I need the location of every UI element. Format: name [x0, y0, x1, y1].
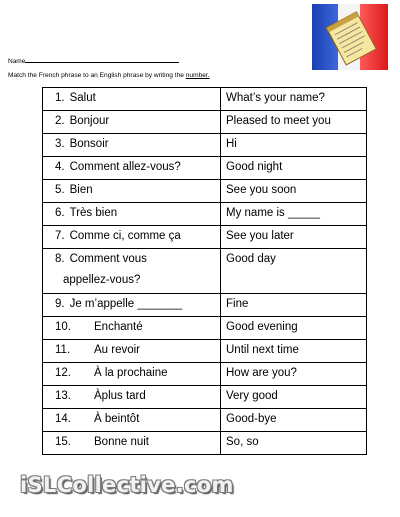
french-phrase: À beintôt	[94, 413, 140, 425]
instructions	[8, 72, 210, 79]
english-phrase-cell	[221, 226, 367, 249]
french-phrase: Je m’appelle _______	[69, 298, 183, 310]
phrase-number: 7.	[55, 230, 65, 242]
english-phrase-cell	[221, 180, 367, 203]
english-phrase-cell	[221, 134, 367, 157]
table-row	[43, 409, 367, 432]
french-phrase: Àplus tard	[94, 390, 146, 402]
english-phrase-cell	[221, 432, 367, 455]
french-flag-notepad-image	[312, 4, 388, 70]
phrase-number: 15.	[55, 436, 71, 448]
french-phrase-cell	[43, 226, 221, 249]
french-phrase: Comme ci, comme ça	[69, 230, 181, 242]
french-phrase-cell	[43, 180, 221, 203]
phrase-number: 11.	[55, 344, 71, 356]
english-phrase: What’s your name?	[226, 92, 325, 104]
english-phrase-cell	[221, 363, 367, 386]
french-phrase-cell	[43, 249, 221, 294]
english-phrase: See you later	[226, 230, 294, 242]
english-phrase: My name is _____	[226, 207, 320, 219]
french-phrase-cell	[43, 111, 221, 134]
name-label: Name	[8, 58, 26, 65]
table-row	[43, 249, 367, 294]
english-phrase-cell	[221, 294, 367, 317]
english-phrase-cell	[221, 317, 367, 340]
english-phrase-cell	[221, 409, 367, 432]
watermark: iSLCollective.com	[20, 473, 234, 497]
instructions-underlined-word: number.	[185, 72, 210, 79]
phrase-number: 14.	[55, 413, 71, 425]
french-phrase-cell	[43, 317, 221, 340]
french-phrase-cell	[43, 432, 221, 455]
english-phrase-cell	[221, 203, 367, 226]
phrase-number: 9.	[55, 298, 65, 310]
french-phrase: Comment vous	[69, 253, 147, 265]
table-row	[43, 88, 367, 111]
table-row	[43, 317, 367, 340]
english-phrase: So, so	[226, 436, 259, 448]
french-phrase-cell	[43, 409, 221, 432]
phrase-number: 5.	[55, 184, 65, 196]
french-phrase: Bien	[69, 184, 93, 196]
english-phrase-cell	[221, 340, 367, 363]
table-row	[43, 363, 367, 386]
english-phrase-cell	[221, 386, 367, 409]
name-field	[8, 58, 179, 65]
phrase-number: 10.	[55, 321, 71, 333]
matching-table	[42, 87, 367, 455]
french-phrase: Très bien	[69, 207, 118, 219]
english-phrase: Good day	[226, 253, 276, 265]
english-phrase: How are you?	[226, 367, 297, 379]
french-phrase: Enchanté	[94, 321, 143, 333]
french-phrase-cell	[43, 203, 221, 226]
table-row	[43, 111, 367, 134]
english-phrase: Fine	[226, 298, 249, 310]
phrase-number: 3.	[55, 138, 65, 150]
french-phrase: Salut	[69, 92, 96, 104]
french-phrase-cell	[43, 340, 221, 363]
phrase-number: 4.	[55, 161, 65, 173]
french-phrase: Bonsoir	[69, 138, 109, 150]
phrase-number: 8.	[55, 253, 65, 265]
english-phrase-cell	[221, 249, 367, 294]
table-row	[43, 134, 367, 157]
french-phrase-cell	[43, 88, 221, 111]
french-phrase: Comment allez-vous?	[69, 161, 181, 173]
table-row	[43, 432, 367, 455]
english-phrase-cell	[221, 157, 367, 180]
english-phrase: Pleased to meet you	[226, 115, 331, 127]
english-phrase: See you soon	[226, 184, 297, 196]
french-phrase-cell	[43, 386, 221, 409]
french-phrase-cell	[43, 134, 221, 157]
table-row	[43, 386, 367, 409]
english-phrase: Good-bye	[226, 413, 277, 425]
phrase-number: 13.	[55, 390, 71, 402]
french-phrase-cell	[43, 157, 221, 180]
phrase-number: 2.	[55, 115, 65, 127]
english-phrase-cell	[221, 88, 367, 111]
instructions-text: Match the French phrase to an English phrase by writing the	[8, 72, 186, 79]
french-phrase-cell	[43, 363, 221, 386]
table-row	[43, 157, 367, 180]
table-row	[43, 340, 367, 363]
french-phrase: Bonjour	[69, 115, 110, 127]
english-phrase: Hi	[226, 138, 237, 150]
english-phrase-cell	[221, 111, 367, 134]
phrase-number: 1.	[55, 92, 65, 104]
english-phrase: Very good	[226, 390, 278, 402]
table-row	[43, 180, 367, 203]
table-row	[43, 294, 367, 317]
table-row	[43, 226, 367, 249]
french-phrase: Au revoir	[94, 344, 141, 356]
name-blank-line	[25, 62, 179, 63]
french-phrase: Bonne nuit	[94, 436, 149, 448]
english-phrase: Good evening	[226, 321, 298, 333]
table-row	[43, 203, 367, 226]
english-phrase: Good night	[226, 161, 283, 173]
french-phrase-cell	[43, 294, 221, 317]
phrase-number: 6.	[55, 207, 65, 219]
english-phrase: Until next time	[226, 344, 299, 356]
phrase-number: 12.	[55, 367, 71, 379]
french-phrase-continued: appellez-vous?	[63, 274, 141, 286]
french-phrase: À la prochaine	[94, 367, 168, 379]
